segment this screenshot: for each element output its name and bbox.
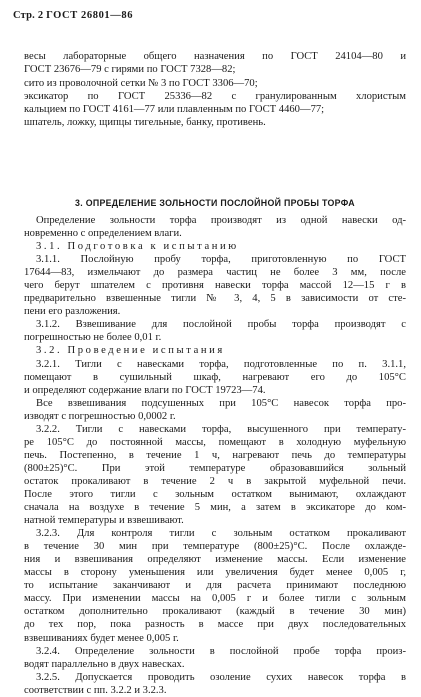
text-line: водят параллельно в двух навесках. — [24, 658, 185, 670]
text-line: 3.1.2. Взвешивание для послойной пробы торфа производят с — [36, 319, 406, 331]
text-line: кальцием по ГОСТ 4161—77 или плавленным по ГОСТ 4460—77; — [24, 104, 325, 116]
text-line: сито из проволочной сетки № 3 по ГОСТ 3306—70; — [24, 77, 258, 89]
text-line: 3.2.4. Определение зольности в послойной пробе торфа произ- — [36, 645, 406, 657]
text-line: то испытание заканчивают и для расчета принимают последнюю — [24, 580, 406, 592]
subsection-heading: 3.1. Подготовка к испытанию — [36, 241, 239, 253]
text-line: 3.1.1. Послойную пробу торфа, приготовленную по ГОСТ — [36, 254, 406, 266]
text-line: массы в сторону уменьшения или увеличения будет менее 0,005 г, — [24, 567, 406, 579]
text-line: весы лабораторные общего назначения по ГОСТ 24104—80 и — [24, 51, 406, 62]
text-line: новременно с определением влаги. — [24, 228, 182, 240]
text-line: Определение зольности торфа производят из одной навески од- — [36, 215, 406, 226]
text-line: погрешностью не более 0,01 г. — [24, 332, 162, 344]
text-line: массу. При изменении массы на 0,005 г и более тигли с зольным — [24, 593, 406, 605]
text-line: предварительно взвешенные тигли № 3, 4, 5 в зависимости от сте- — [24, 293, 406, 305]
text-line: ре 105°C до постоянной массы, помещают в холодную муфельную — [24, 436, 406, 448]
text-line: остатком дополнительно прокаливают (каждый в течение 30 мин) — [24, 606, 406, 618]
text-line: до тех пор, пока разность в массе при двух последовательных — [24, 619, 406, 631]
text-line: ния и взвешивания определяют изменение массы. Если изменение — [24, 554, 406, 566]
text-line: шпатель, ложку, щипцы тигельные, банку, противень. — [24, 117, 266, 129]
section-body — [24, 214, 406, 697]
text-line: (800±25)°C. При этой температуре образовавшийся зольный — [24, 462, 406, 474]
text-line: помещают в сушильный шкаф, нагревают его до 105°C — [24, 371, 406, 383]
text-line: пени его разложения. — [24, 306, 121, 318]
text-line: После этого тигли с зольным остатком вынимают, охлаждают — [24, 488, 406, 500]
standard-number: ГОСТ 26801—86 — [46, 10, 134, 21]
page-header — [13, 10, 133, 21]
text-line: эксикатор по ГОСТ 25336—82 с гранулированным хлористым — [24, 90, 406, 102]
text-line: натной температуры и взвешивают. — [24, 515, 184, 527]
subsection-heading: 3.2. Проведение испытания — [36, 345, 225, 357]
text-line: остаток прокаливают в течение 2 ч в закрытой муфельной печи. — [24, 475, 406, 487]
text-line: изводят с погрешностью 0,0002 г. — [24, 410, 176, 422]
equipment-list — [24, 50, 406, 130]
text-line: Все взвешивания подсушенных при 105°C навесок торфа про- — [36, 397, 406, 409]
text-line: 3.2.2. Тигли с навесками торфа, высушенного при температу- — [36, 423, 406, 435]
text-line: и определяют содержание влаги по ГОСТ 19723—74. — [24, 384, 266, 396]
text-line: ГОСТ 23676—79 с гирями по ГОСТ 7328—82; — [24, 64, 236, 76]
text-line: чего берут шпателем с противня навески торфа массой 12—15 г в — [24, 280, 406, 292]
text-line: соответствии с пп. 3.2.2 и 3.2.3. — [24, 684, 167, 696]
section-title: 3. ОПРЕДЕЛЕНИЕ ЗОЛЬНОСТИ ПОСЛОЙНОЙ ПРОБЫ ТОРФА — [75, 198, 355, 208]
text-line: 3.2.5. Допускается проводить озоление сухих навесок торфа в — [36, 671, 406, 683]
page-number: Стр. 2 — [13, 10, 44, 21]
text-line: сначала на воздухе в течение 5 мин, а затем в эксикаторе до ком- — [24, 502, 406, 514]
text-line: в течение 30 мин при температуре (800±25)°C. После охлажде- — [24, 541, 406, 553]
text-line: взвешиваниях будет менее 0,005 г. — [24, 632, 179, 644]
text-line: 17644—83, измельчают до размера частиц не более 3 мм, после — [24, 267, 406, 279]
text-line: печь. Постепенно, в течение 1 ч, нагревают печь до температуры — [24, 449, 406, 461]
text-line: 3.2.3. Для контроля тигли с зольным остатком прокаливают — [36, 528, 406, 540]
text-line: 3.2.1. Тигли с навесками торфа, подготовленные по п. 3.1.1, — [36, 358, 406, 370]
